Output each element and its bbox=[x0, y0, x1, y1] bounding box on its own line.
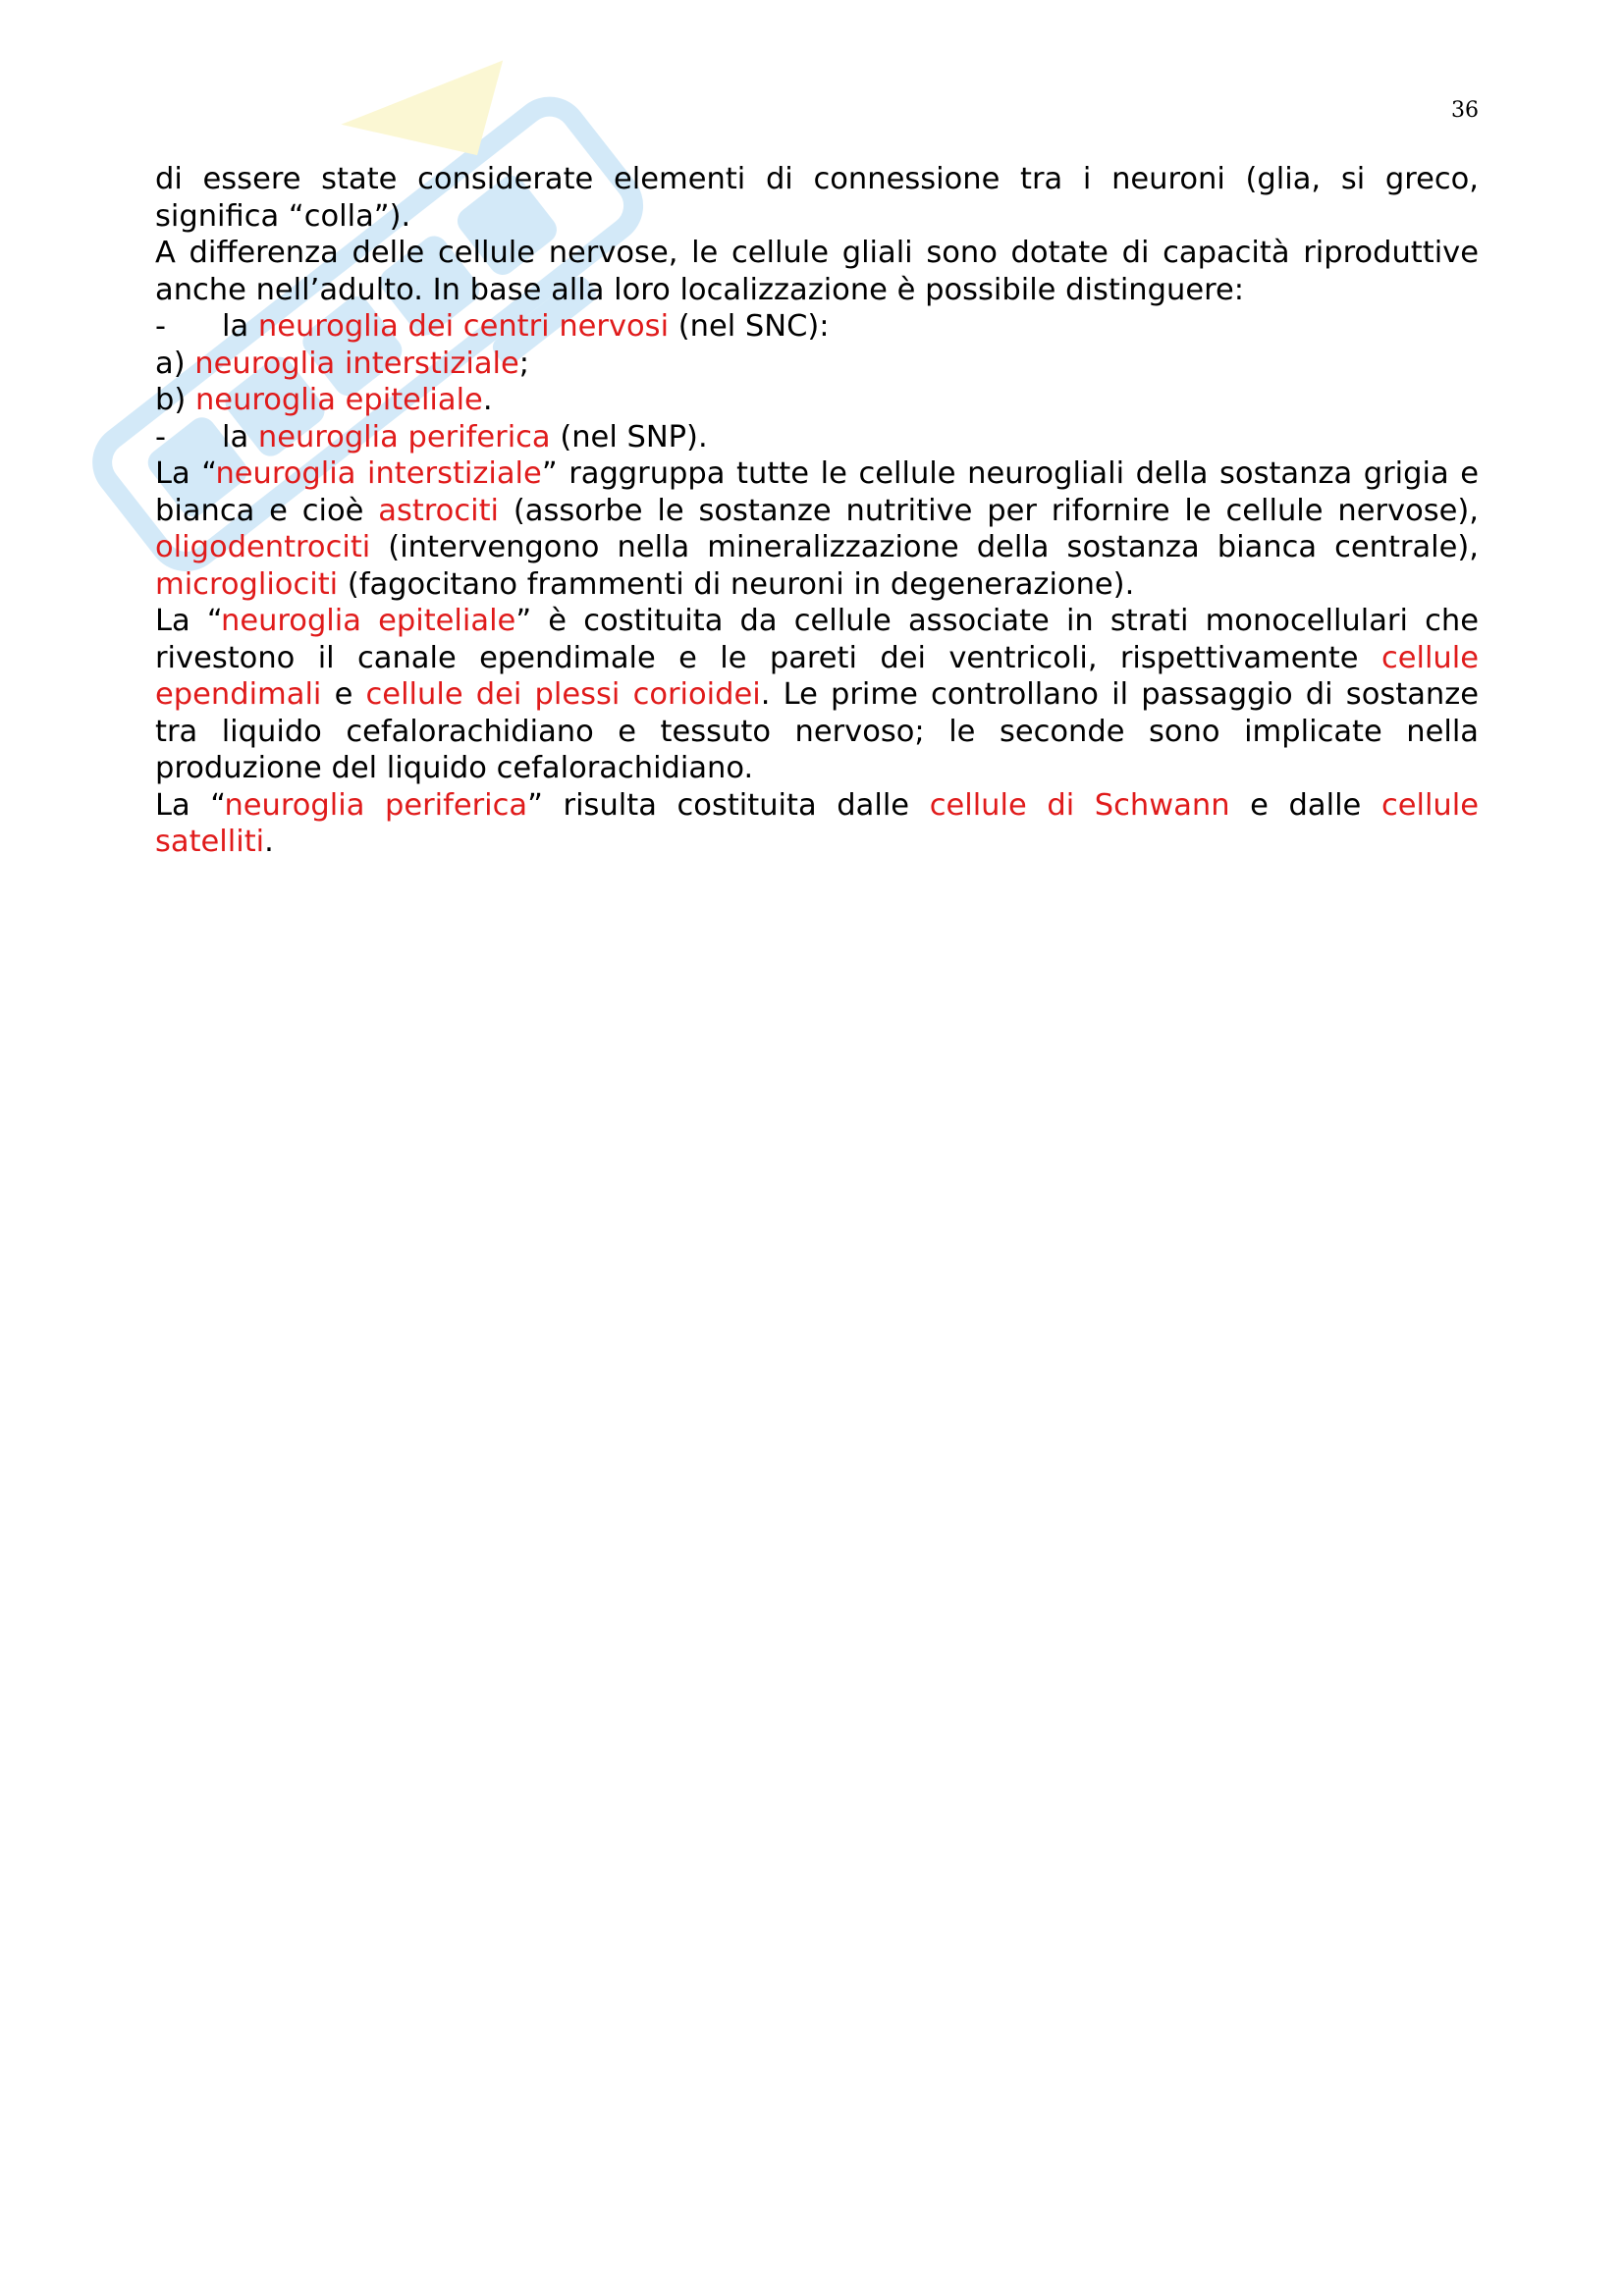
highlighted-term: neuroglia dei centri nervosi bbox=[257, 309, 670, 344]
text-line bbox=[155, 235, 1479, 272]
highlighted-term: neuroglia interstiziale bbox=[194, 346, 519, 381]
text-line bbox=[155, 272, 1479, 309]
highlighted-term: satelliti bbox=[155, 825, 265, 859]
text-line bbox=[155, 455, 1479, 493]
text-segment: e dalle bbox=[1229, 787, 1381, 823]
text-segment: produzione del liquido cefalorachidiano. bbox=[155, 751, 754, 785]
text-line bbox=[155, 493, 1479, 530]
text-line bbox=[155, 308, 1479, 346]
text-segment: bianca e cioè bbox=[155, 493, 379, 528]
list-dash: - bbox=[155, 309, 167, 344]
text-segment: (intervengono nella mineralizzazione della sostanza bianca centrale), bbox=[370, 530, 1479, 564]
text-segment: . bbox=[264, 825, 274, 859]
text-line bbox=[155, 529, 1479, 566]
text-segment: anche nell’adulto. In base alla loro localizzazione è possibile distinguere: bbox=[155, 272, 1244, 307]
page-number: 36 bbox=[1451, 98, 1479, 123]
highlighted-term: neuroglia periferica bbox=[257, 419, 551, 454]
text-line bbox=[155, 824, 1479, 861]
text-line bbox=[155, 603, 1479, 640]
text-segment: (assorbe le sostanze nutritive per rifornire le cellule nervose), bbox=[499, 493, 1479, 528]
text-line bbox=[155, 382, 1479, 419]
text-segment: (fagocitano frammenti di neuroni in degenerazione). bbox=[338, 566, 1135, 602]
list-dash: - bbox=[155, 419, 167, 454]
highlighted-term: neuroglia epiteliale bbox=[220, 604, 516, 638]
text-line bbox=[155, 676, 1479, 714]
text-segment: rivestono il canale ependimale e le pareti dei ventricoli, rispettivamente bbox=[155, 640, 1381, 675]
text-segment: (nel SNP). bbox=[550, 419, 708, 454]
highlighted-term: cellule bbox=[1380, 640, 1479, 675]
text-line bbox=[155, 750, 1479, 787]
text-segment: significa “colla”). bbox=[155, 198, 411, 234]
document-body bbox=[155, 161, 1479, 861]
text-segment: la bbox=[222, 309, 258, 344]
text-segment: . bbox=[482, 383, 493, 417]
text-segment: (nel SNC): bbox=[669, 309, 830, 344]
text-line bbox=[155, 787, 1479, 825]
text-segment: b) bbox=[155, 383, 195, 417]
text-segment: di essere state considerate elementi di connessione tra i neuroni (glia, si greco, bbox=[155, 162, 1479, 196]
highlighted-term: neuroglia epiteliale bbox=[194, 383, 483, 417]
text-segment: . Le prime controllano il passaggio di sostanze bbox=[760, 677, 1479, 712]
text-segment: La “ bbox=[155, 787, 225, 823]
highlighted-term: microgliociti bbox=[155, 566, 339, 602]
text-segment: tra liquido cefalorachidiano e tessuto nervoso; le seconde sono implicate nella bbox=[155, 714, 1479, 749]
highlighted-term: oligodentrociti bbox=[155, 530, 371, 564]
text-line bbox=[155, 198, 1479, 236]
text-segment: A differenza delle cellule nervose, le cellule gliali sono dotate di capacità riproduttive bbox=[155, 236, 1479, 270]
highlighted-term: cellule di Schwann bbox=[929, 787, 1230, 823]
text-segment: la bbox=[222, 419, 258, 454]
text-segment: ” è costituita da cellule associate in strati monocellulari che bbox=[515, 604, 1479, 638]
text-segment: e bbox=[321, 677, 366, 712]
text-line bbox=[155, 161, 1479, 198]
text-line bbox=[155, 566, 1479, 604]
text-line bbox=[155, 346, 1479, 383]
text-segment: ” raggruppa tutte le cellule neurogliali della sostanza grigia e bbox=[541, 456, 1480, 491]
highlighted-term: ependimali bbox=[155, 677, 322, 712]
text-line bbox=[155, 419, 1479, 456]
highlighted-term: cellule bbox=[1380, 787, 1479, 823]
text-segment: La “ bbox=[155, 604, 221, 638]
highlighted-term: neuroglia interstiziale bbox=[215, 456, 542, 491]
highlighted-term: neuroglia periferica bbox=[224, 787, 528, 823]
text-segment: ; bbox=[518, 346, 530, 381]
text-segment: a) bbox=[155, 346, 195, 381]
text-segment: ” risulta costituita dalle bbox=[527, 787, 930, 823]
highlighted-term: astrociti bbox=[378, 493, 500, 528]
text-line bbox=[155, 714, 1479, 751]
text-line bbox=[155, 640, 1479, 677]
text-segment: La “ bbox=[155, 456, 216, 491]
highlighted-term: cellule dei plessi corioidei bbox=[365, 677, 761, 712]
